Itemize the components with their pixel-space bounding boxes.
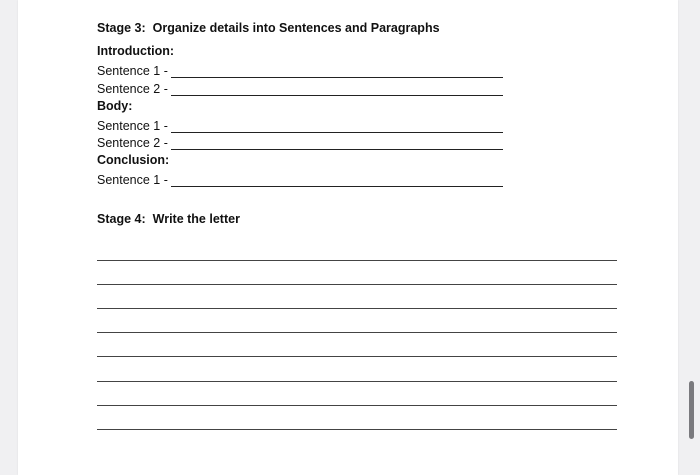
writing-line[interactable] xyxy=(97,429,617,430)
answer-blank[interactable] xyxy=(171,120,503,133)
conclusion-sentence-1 xyxy=(97,171,503,187)
stage-3-label: Stage 3: xyxy=(97,21,146,35)
writing-line[interactable] xyxy=(97,284,617,285)
stage-4-heading xyxy=(97,212,240,226)
body-heading: Body: xyxy=(97,99,133,113)
writing-line[interactable] xyxy=(97,356,617,357)
writing-line[interactable] xyxy=(97,260,617,261)
writing-line[interactable] xyxy=(97,381,617,382)
introduction-sentence-2 xyxy=(97,80,503,96)
introduction-sentence-1 xyxy=(97,62,503,78)
sentence-label: Sentence 2 - xyxy=(97,82,168,96)
sentence-label: Sentence 1 - xyxy=(97,64,168,78)
writing-line[interactable] xyxy=(97,308,617,309)
body-sentence-1 xyxy=(97,117,503,133)
answer-blank[interactable] xyxy=(171,137,503,150)
writing-line[interactable] xyxy=(97,405,617,406)
answer-blank[interactable] xyxy=(171,174,503,187)
conclusion-heading: Conclusion: xyxy=(97,153,170,167)
sentence-label: Sentence 1 - xyxy=(97,119,168,133)
sentence-label: Sentence 1 - xyxy=(97,173,168,187)
stage-4-label: Stage 4: xyxy=(97,212,146,226)
answer-blank[interactable] xyxy=(171,65,503,78)
vertical-scrollbar[interactable] xyxy=(689,381,694,439)
stage-3-heading xyxy=(97,21,440,35)
answer-blank[interactable] xyxy=(171,83,503,96)
stage-3-title: Organize details into Sentences and Paragraphs xyxy=(152,21,440,35)
body-sentence-2 xyxy=(97,134,503,150)
writing-line[interactable] xyxy=(97,332,617,333)
sentence-label: Sentence 2 - xyxy=(97,136,168,150)
introduction-heading: Introduction: xyxy=(97,44,175,58)
stage-4-title: Write the letter xyxy=(152,212,240,226)
